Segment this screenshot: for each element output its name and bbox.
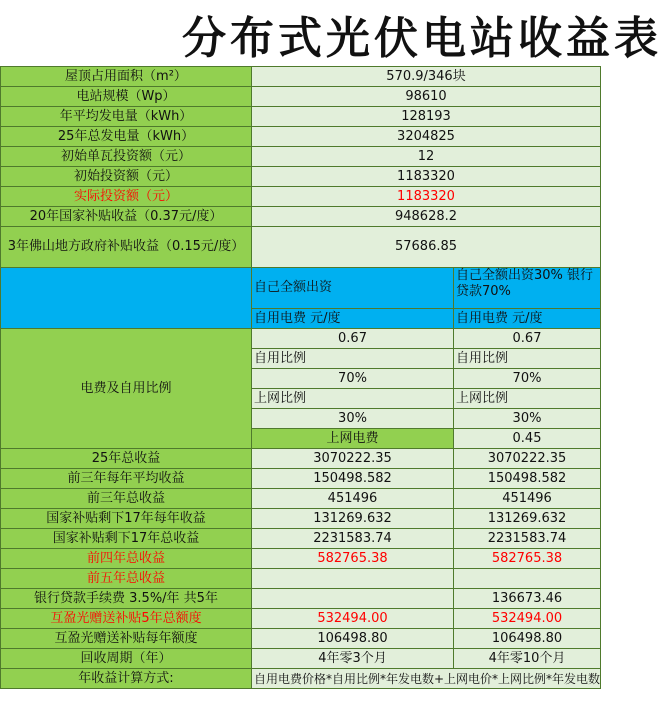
row-label: 互盈光赠送补贴5年总额度: [1, 609, 252, 629]
table-row: [1, 187, 601, 207]
row-label: 国家补贴剩下17年总收益: [1, 529, 252, 549]
row-value-1: 0.45: [454, 429, 601, 449]
scenario-header-row: [1, 268, 601, 309]
row-value-2: 106498.80: [454, 629, 601, 649]
table-row: [1, 87, 601, 107]
row-value: 57686.85: [252, 227, 601, 268]
table-row: [1, 609, 601, 629]
row-value-2: 532494.00: [454, 609, 601, 629]
table-row: [1, 629, 601, 649]
table-row: [1, 449, 601, 469]
row-value-1: 131269.632: [252, 509, 454, 529]
row-label: 3年佛山地方政府补贴收益（0.15元/度）: [1, 227, 252, 268]
formula-row: [1, 669, 601, 689]
row-value-2: 136673.46: [454, 589, 601, 609]
table-row: [1, 329, 601, 349]
table-row: [1, 127, 601, 147]
row-value-2: 3070222.35: [454, 449, 601, 469]
row-label: 前五年总收益: [1, 569, 252, 589]
self-use-ratio-2: 70%: [454, 369, 601, 389]
table-row: [1, 167, 601, 187]
row-label: 初始单瓦投资额（元）: [1, 147, 252, 167]
page-title: 分布式光伏电站收益表: [182, 13, 662, 64]
table-row: [1, 649, 601, 669]
row-label: 屋顶占用面积（m²）: [1, 67, 252, 87]
row-value-1: 532494.00: [252, 609, 454, 629]
table-row: [1, 147, 601, 167]
row-label: 实际投资额（元）: [1, 187, 252, 207]
row-label: 上网电费: [252, 429, 454, 449]
self-use-ratio-label-1: 自用比例: [252, 349, 454, 369]
formula-text: 自用电费价格*自用比例*年发电数+上网电价*上网比例*年发电数: [252, 669, 601, 689]
row-value: 128193: [252, 107, 601, 127]
row-value: 1183320: [252, 187, 601, 207]
row-label: 国家补贴剩下17年每年收益: [1, 509, 252, 529]
row-value: 1183320: [252, 167, 601, 187]
row-value-2: 582765.38: [454, 549, 601, 569]
row-label: 银行贷款手续费 3.5%/年 共5年: [1, 589, 252, 609]
self-use-price-label-2: 自用电费 元/度: [454, 309, 601, 329]
self-use-price-2: 0.67: [454, 329, 601, 349]
table-row: [1, 509, 601, 529]
grid-ratio-2: 30%: [454, 409, 601, 429]
row-value-1: 106498.80: [252, 629, 454, 649]
row-value: 98610: [252, 87, 601, 107]
row-label: 25年总收益: [1, 449, 252, 469]
self-use-price-label-1: 自用电费 元/度: [252, 309, 454, 329]
scenario-2-header: 自己全额出资30% 银行贷款70%: [454, 268, 601, 309]
row-value-2: 4年零10个月: [454, 649, 601, 669]
row-value-1: 2231583.74: [252, 529, 454, 549]
row-label: 电站规模（Wp）: [1, 87, 252, 107]
row-value-1: 4年零3个月: [252, 649, 454, 669]
row-value: 3204825: [252, 127, 601, 147]
row-value: 12: [252, 147, 601, 167]
grid-ratio-label-1: 上网比例: [252, 389, 454, 409]
table-row: [1, 569, 601, 589]
table-row: [1, 589, 601, 609]
row-label: 25年总发电量（kWh）: [1, 127, 252, 147]
row-value: 570.9/346块: [252, 67, 601, 87]
self-use-price-1: 0.67: [252, 329, 454, 349]
row-label: 前四年总收益: [1, 549, 252, 569]
row-value-2: 451496: [454, 489, 601, 509]
table-row: [1, 549, 601, 569]
grid-ratio-label-2: 上网比例: [454, 389, 601, 409]
tariff-group-label: 电费及自用比例: [1, 329, 252, 449]
table-row: [1, 227, 601, 268]
table-row: [1, 67, 601, 87]
row-label: 20年国家补贴收益（0.37元/度）: [1, 207, 252, 227]
self-use-ratio-1: 70%: [252, 369, 454, 389]
table-row: [1, 489, 601, 509]
title-bar: [0, 0, 662, 64]
scenario-1-header: 自己全额出资: [252, 268, 454, 309]
formula-label: 年收益计算方式:: [1, 669, 252, 689]
row-value-2: 150498.582: [454, 469, 601, 489]
grid-ratio-1: 30%: [252, 409, 454, 429]
table-row: [1, 107, 601, 127]
row-label: 年平均发电量（kWh）: [1, 107, 252, 127]
row-value-1: 582765.38: [252, 549, 454, 569]
row-label: 互盈光赠送补贴每年额度: [1, 629, 252, 649]
row-value-2: 131269.632: [454, 509, 601, 529]
row-label: 前三年每年平均收益: [1, 469, 252, 489]
row-value-1: [252, 589, 454, 609]
table-row: [1, 469, 601, 489]
row-value-1: 3070222.35: [252, 449, 454, 469]
row-value-1: [252, 569, 454, 589]
revenue-table: [0, 66, 601, 689]
row-value-2: 2231583.74: [454, 529, 601, 549]
row-label: 前三年总收益: [1, 489, 252, 509]
row-value-2: [454, 569, 601, 589]
self-use-ratio-label-2: 自用比例: [454, 349, 601, 369]
table-row: [1, 207, 601, 227]
row-value-1: 451496: [252, 489, 454, 509]
table-row: [1, 529, 601, 549]
blank-header-cell: [1, 268, 252, 329]
row-label: 初始投资额（元）: [1, 167, 252, 187]
row-value-1: 150498.582: [252, 469, 454, 489]
row-label: 回收周期（年）: [1, 649, 252, 669]
row-value: 948628.2: [252, 207, 601, 227]
